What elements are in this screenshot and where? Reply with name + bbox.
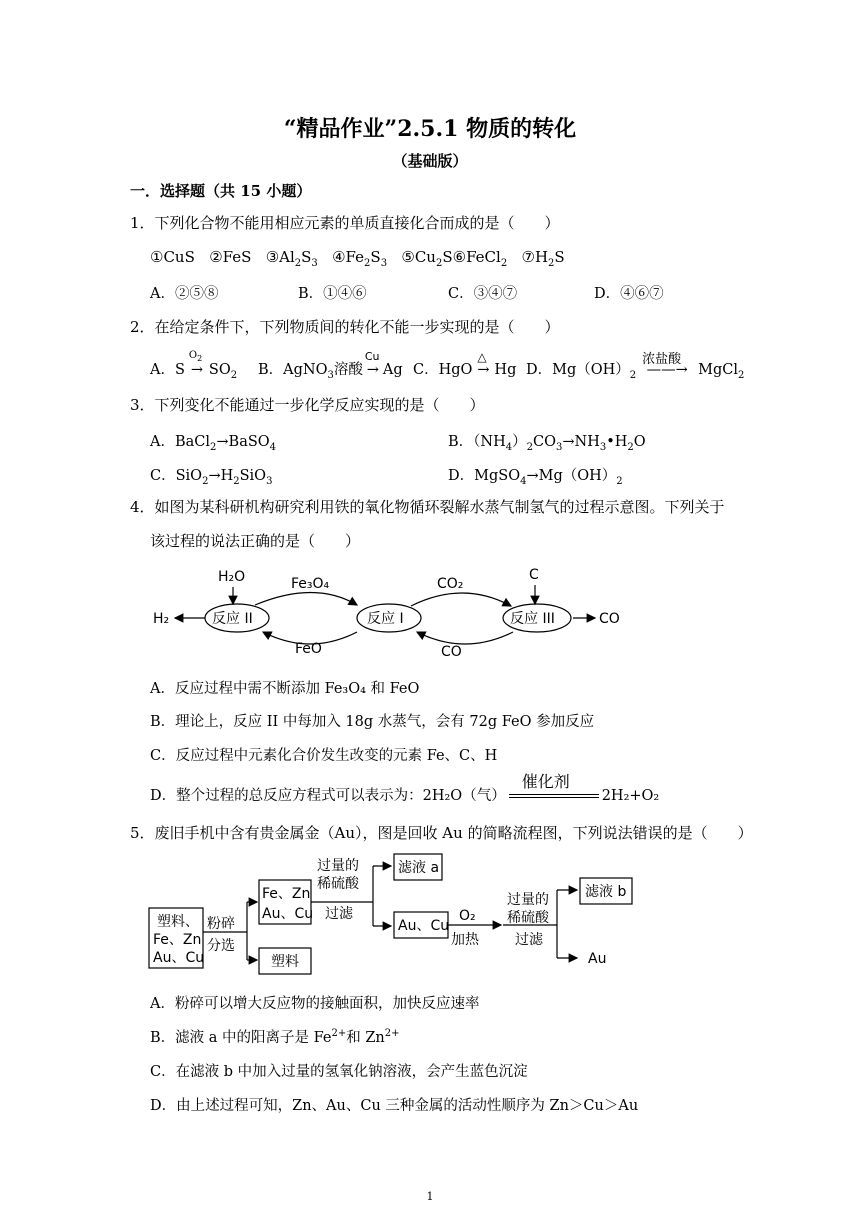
svg-text:O₂: O₂: [459, 908, 476, 924]
q4-stem-line2: 该过程的说法正确的是（ ）: [150, 532, 361, 550]
q3-stem: 3．下列变化不能通过一步化学反应实现的是（ ）: [130, 396, 485, 414]
q4-option-d: D．整个过程的总反应方程式可以表示为：2H₂O（气） 催化剂 2H₂+O₂: [150, 772, 660, 804]
q1-option-a: A．②⑤⑧: [150, 286, 219, 302]
q4-option-b: B．理论上，反应 II 中每加入 18g 水蒸气，会有 72g FeO 参加反应: [150, 714, 595, 730]
label-co-back: CO: [441, 644, 462, 660]
q2-option-d: D．$Mg(OH)_2$ 浓盐酸 ——→ MgCl$_2$: [526, 352, 745, 381]
label-co2: CO₂: [437, 576, 464, 592]
q3-option-a: A．BaCl$_2$→BaSO$_4$: [150, 434, 277, 453]
svg-text:过滤: 过滤: [515, 932, 543, 948]
label-h2: H₂: [153, 611, 170, 627]
q5-option-b: B．滤液 a 中的阳离子是 $Fe^{2+}$和 $Zn^{2+}$: [150, 1028, 400, 1046]
q5-option-d: D．由上述过程可知，Zn、Au、Cu 三种金属的活动性顺序为 Zn＞Cu＞Au: [150, 1098, 639, 1114]
svg-text:滤液 b: 滤液 b: [585, 884, 627, 900]
q2-stem: 2．在给定条件下，下列物质间的转化不能一步实现的是（ ）: [130, 318, 560, 336]
q1-stem: 1．下列化合物不能用相应元素的单质直接化合而成的是（ ）: [130, 214, 560, 232]
q3-option-c: C．$SiO_2\to H_2SiO_3$: [150, 468, 273, 487]
svg-text:稀硫酸: 稀硫酸: [317, 876, 359, 892]
label-h2o: H₂O: [218, 569, 246, 585]
q2-option-a: A．S $O_2$ → $SO_2$: [150, 350, 238, 381]
label-au: Au: [588, 951, 607, 967]
svg-text:Au、Cu: Au、Cu: [398, 918, 450, 934]
svg-text:塑料: 塑料: [271, 954, 299, 970]
svg-text:加热: 加热: [451, 932, 479, 948]
svg-text:滤液 a: 滤液 a: [398, 860, 440, 876]
q4-stem-line1: 4．如图为某科研机构研究利用铁的氧化物循环裂解水蒸气制氢气的过程示意图。下列关于: [130, 498, 725, 516]
q1-option-b: B．①④⑥: [298, 286, 367, 302]
svg-text:Au、Cu: Au、Cu: [262, 906, 314, 922]
svg-text:Fe、Zn: Fe、Zn: [262, 886, 311, 902]
svg-text:塑料、: 塑料、: [157, 914, 199, 930]
svg-text:稀硫酸: 稀硫酸: [507, 910, 549, 926]
svg-text:Fe、Zn: Fe、Zn: [153, 932, 202, 948]
page-number: 1: [426, 1190, 434, 1203]
reaction-3-label: 反应 III: [510, 611, 555, 627]
page-title: “精品作业”2.5.1 物质的转化: [283, 116, 577, 142]
q5-option-c: C．在滤液 b 中加入过量的氢氧化钠溶液，会产生蓝色沉淀: [150, 1064, 528, 1080]
svg-text:过量的: 过量的: [317, 858, 359, 874]
label-fe3o4: Fe₃O₄: [291, 576, 330, 592]
q4-diagram: [145, 560, 635, 665]
q1-items: ①CuS ②FeS $③Al_2S_3$ $④Fe_2S_3$ $⑤Cu_2S⑥FeCl_2$ $⑦H_2S$: [150, 248, 565, 269]
label-co-out: CO: [599, 611, 620, 627]
label-feo: FeO: [295, 641, 322, 657]
q5-stem: 5．废旧手机中含有贵金属金（Au），图是回收 Au 的简略流程图，下列说法错误的是（ ）: [130, 824, 753, 842]
q4-option-a: A．反应过程中需不断添加 Fe₃O₄ 和 FeO: [150, 681, 420, 697]
reaction-1-label: 反应 I: [367, 611, 404, 627]
reaction-2-label: 反应 II: [212, 611, 253, 627]
q1-option-d: D．④⑥⑦: [594, 286, 664, 302]
q2-option-b: B．AgNO$_3$溶酸 Cu → Ag: [258, 350, 403, 381]
page-subtitle: （基础版）: [392, 152, 468, 170]
q5-option-a: A．粉碎可以增大反应物的接触面积，加快反应速率: [150, 996, 480, 1012]
label-c: C: [529, 567, 539, 583]
svg-text:Au、Cu: Au、Cu: [153, 950, 205, 966]
q4-option-c: C．反应过程中元素化合价发生改变的元素 Fe、C、H: [150, 748, 498, 764]
q2-option-c: C．HgO △ → Hg: [413, 350, 517, 378]
svg-text:过滤: 过滤: [325, 906, 353, 922]
section-heading: 一．选择题（共 15 小题）: [130, 182, 312, 200]
q1-option-c: C．③④⑦: [448, 286, 518, 302]
svg-text:粉碎: 粉碎: [207, 916, 235, 932]
q5-flowchart: [145, 850, 645, 980]
svg-text:过量的: 过量的: [507, 892, 549, 908]
q3-option-b: B．$(NH_4)_2CO_3\to NH_3•H_2O$: [448, 434, 646, 453]
q3-option-d: D．$MgSO_4\to Mg(OH)_2$: [448, 468, 623, 487]
svg-text:分选: 分选: [207, 938, 235, 954]
